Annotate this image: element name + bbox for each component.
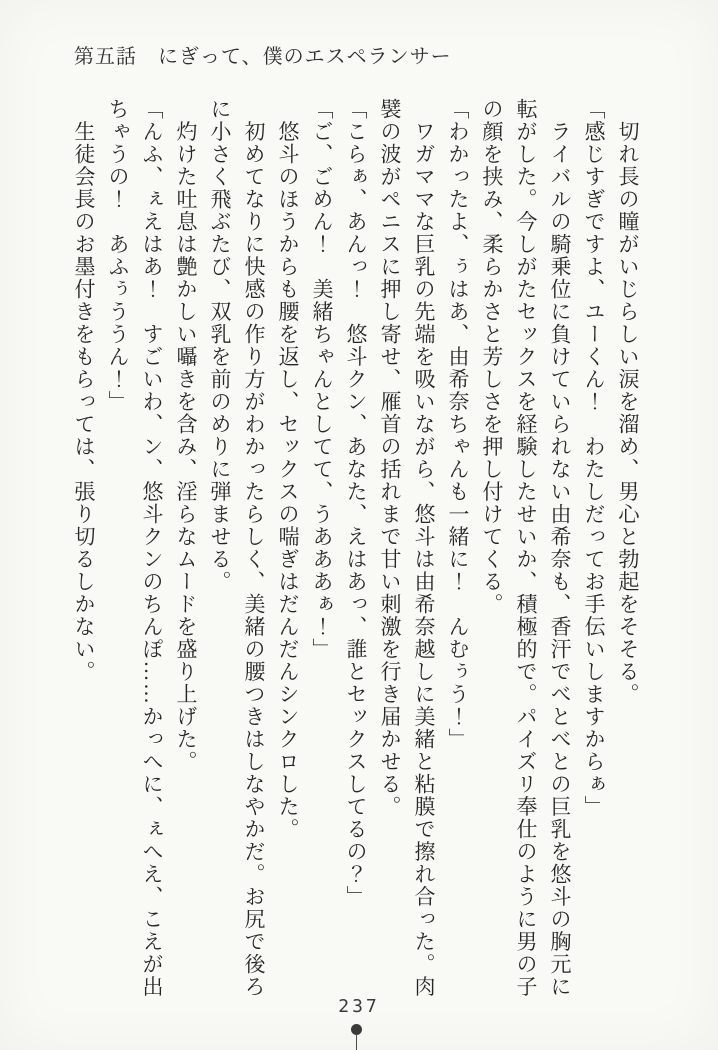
text-line: ちゃうの！ あふぅううん！」	[106, 98, 130, 413]
text-line: 切れ長の瞳がいじらしい涙を溜め、男心と勃起をそそる。	[616, 98, 640, 706]
text-line: 転がした。今しがたセックスを経験したせいか、積極的で。パイズリ奉仕のように男の子	[514, 98, 538, 998]
text-line: 生徒会長のお墨付きをもらっては、張り切るしかない。	[72, 98, 96, 683]
text-line: ライバルの騎乗位に負けていられない由希奈も、香汗でべとべとの巨乳を悠斗の胸元に	[548, 98, 572, 998]
ornament-line	[356, 1034, 357, 1050]
text-line: 「ご、ごめん！ 美緒ちゃんとしてて、うあああぁ！」	[310, 98, 334, 661]
text-line: 初めてなりに快感の作り方がわかったらしく、美緒の腰つきはしなやかだ。お尻で後ろ	[242, 98, 266, 998]
text-line: 「こらぁ、あんっ！ 悠斗クン、あなた、えはあっ、誰とセックスしてるの？」	[344, 98, 368, 908]
text-line: ワガママな巨乳の先端を吸いながら、悠斗は由希奈越しに美緒と粘膜で擦れ合った。肉	[412, 98, 436, 998]
text-line: 灼けた吐息は艶かしい囁きを含み、淫らなムードを盛り上げた。	[174, 98, 198, 773]
text-line: の顔を挟み、柔らかさと芳しさを押し付けてくる。	[480, 98, 504, 616]
text-line: 襞の波がペニスに押し寄せ、雁首の括れまで甘い刺激を行き届かせる。	[378, 98, 402, 818]
page-number: 237	[338, 996, 380, 1017]
page-footer	[0, 996, 718, 1017]
text-line: 「んふ、ぇえはあ！ すごいわ、ン、悠斗クンのちんぽ……かっへに、ぇへえ、こえが出	[140, 98, 164, 998]
text-line: 「わかったよ、ぅはあ、由希奈ちゃんも一緒に！ んむぅう！」	[446, 98, 470, 751]
text-line: 悠斗のほうからも腰を返し、セックスの喘ぎはだんだんシンクロした。	[276, 98, 300, 841]
text-line: 「感じすぎですよ、ユーくん！ わたしだってお手伝いしますからぁ」	[582, 98, 606, 818]
text-line: に小さく飛ぶたび、双乳を前のめりに弾ませる。	[208, 98, 232, 593]
text-block	[67, 98, 645, 1006]
chapter-header: 第五話 にぎって、僕のエスペランサー	[74, 46, 452, 68]
